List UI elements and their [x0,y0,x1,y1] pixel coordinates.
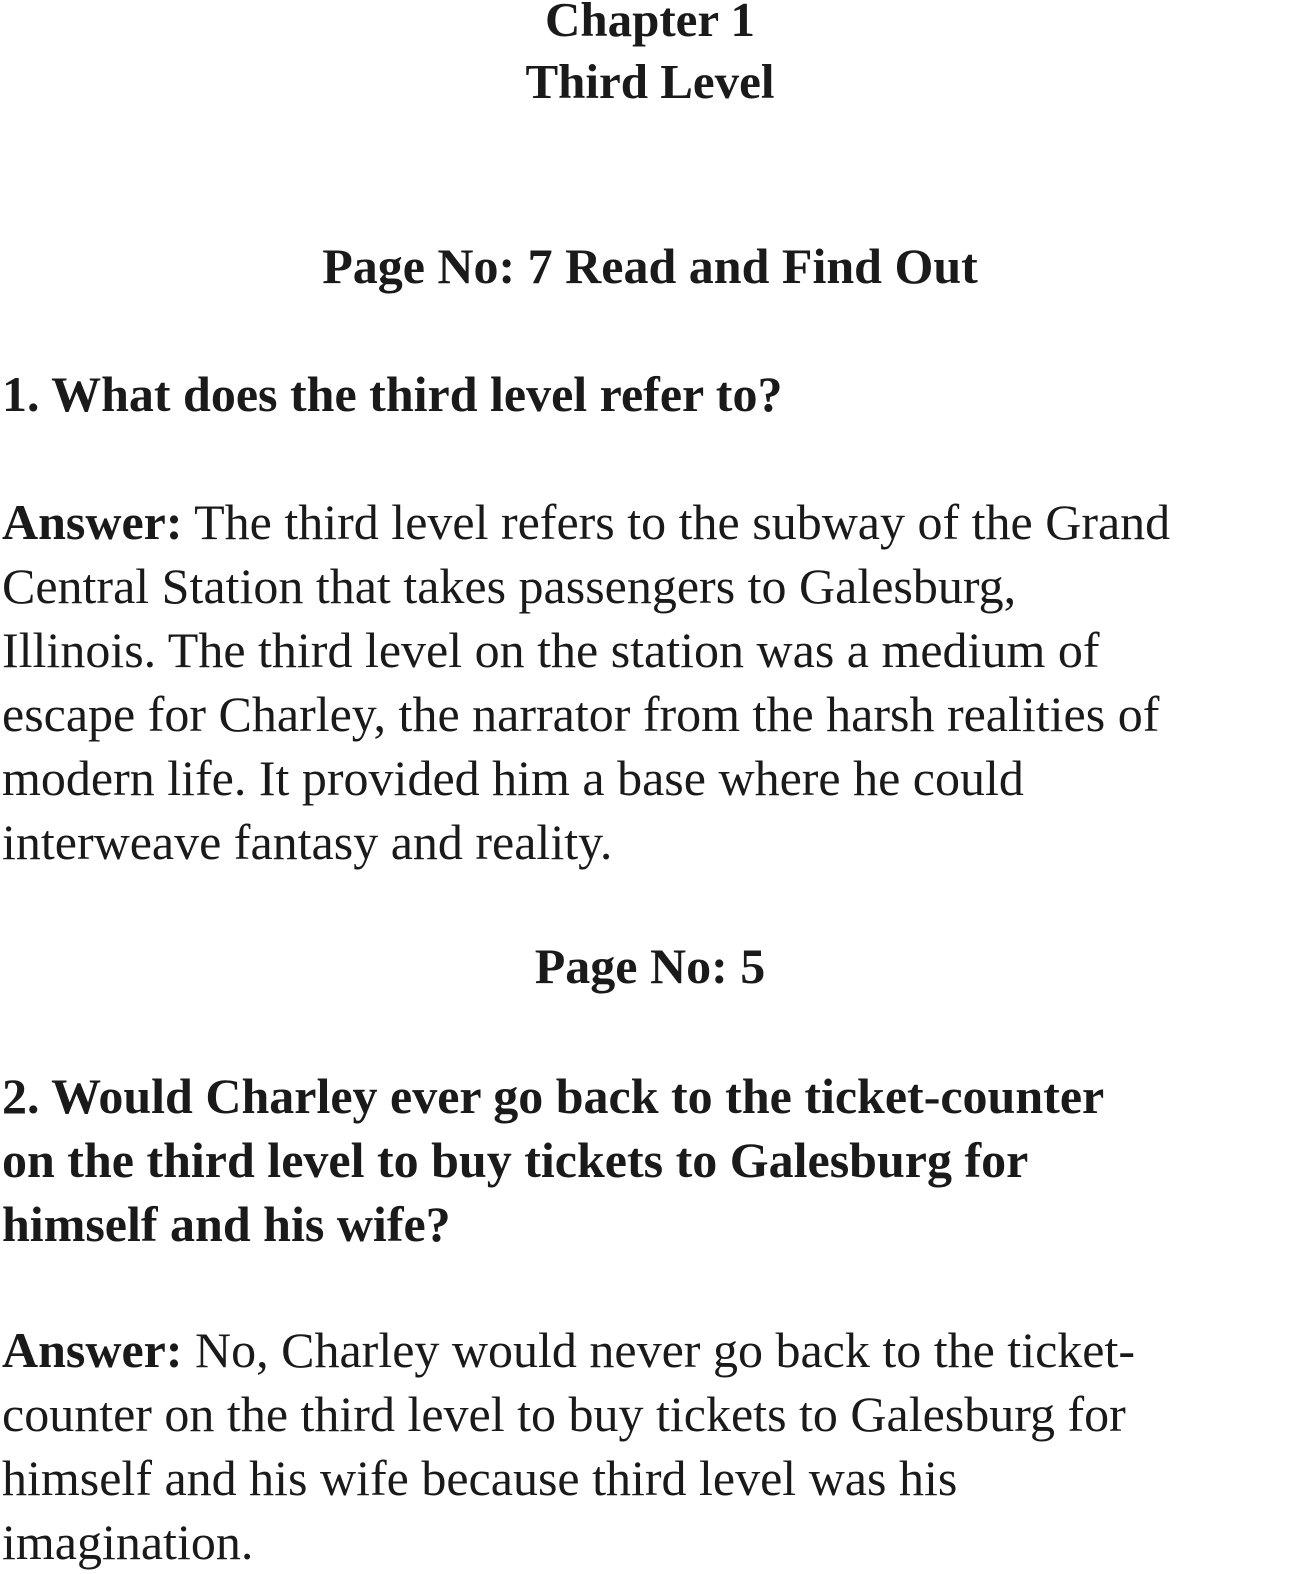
answer-1-line [2,490,1300,554]
answer-text: No, Charley would never go back to the ticket- [182,1322,1136,1378]
answer-text: The third level refers to the subway of the Grand [182,494,1171,550]
chapter-heading: Chapter 1 [544,0,756,47]
answer-1 [2,490,1300,874]
answer-label: Answer: [2,1322,183,1378]
section-heading-1: Page No: 7 Read and Find Out [322,238,978,294]
question-2-line: on the third level to buy tickets to Galesburg for [2,1132,1029,1188]
chapter-title: Third Level [525,54,775,109]
answer-2-line: imagination. [2,1514,254,1570]
answer-1-line: modern life. It provided him a base where he could [2,750,1024,806]
question-2-line: 2. Would Charley ever go back to the ticket-counter [2,1068,1105,1124]
question-1: 1. What does the third level refer to? [2,366,783,422]
answer-2-line [2,1318,1300,1382]
answer-1-line: interweave fantasy and reality. [2,814,613,870]
answer-2 [2,1318,1300,1574]
answer-2-line: counter on the third level to buy tickets to Galesburg for [2,1386,1126,1442]
answer-1-line: Illinois. The third level on the station was a medium of [2,622,1100,678]
question-2 [2,1064,1292,1256]
answer-label: Answer: [2,494,183,550]
question-2-line: himself and his wife? [2,1196,451,1252]
answer-1-line: Central Station that takes passengers to Galesburg, [2,558,1017,614]
answer-2-line: himself and his wife because third level was his [2,1450,958,1506]
answer-1-line: escape for Charley, the narrator from the harsh realities of [2,686,1160,742]
section-heading-2: Page No: 5 [534,938,766,994]
